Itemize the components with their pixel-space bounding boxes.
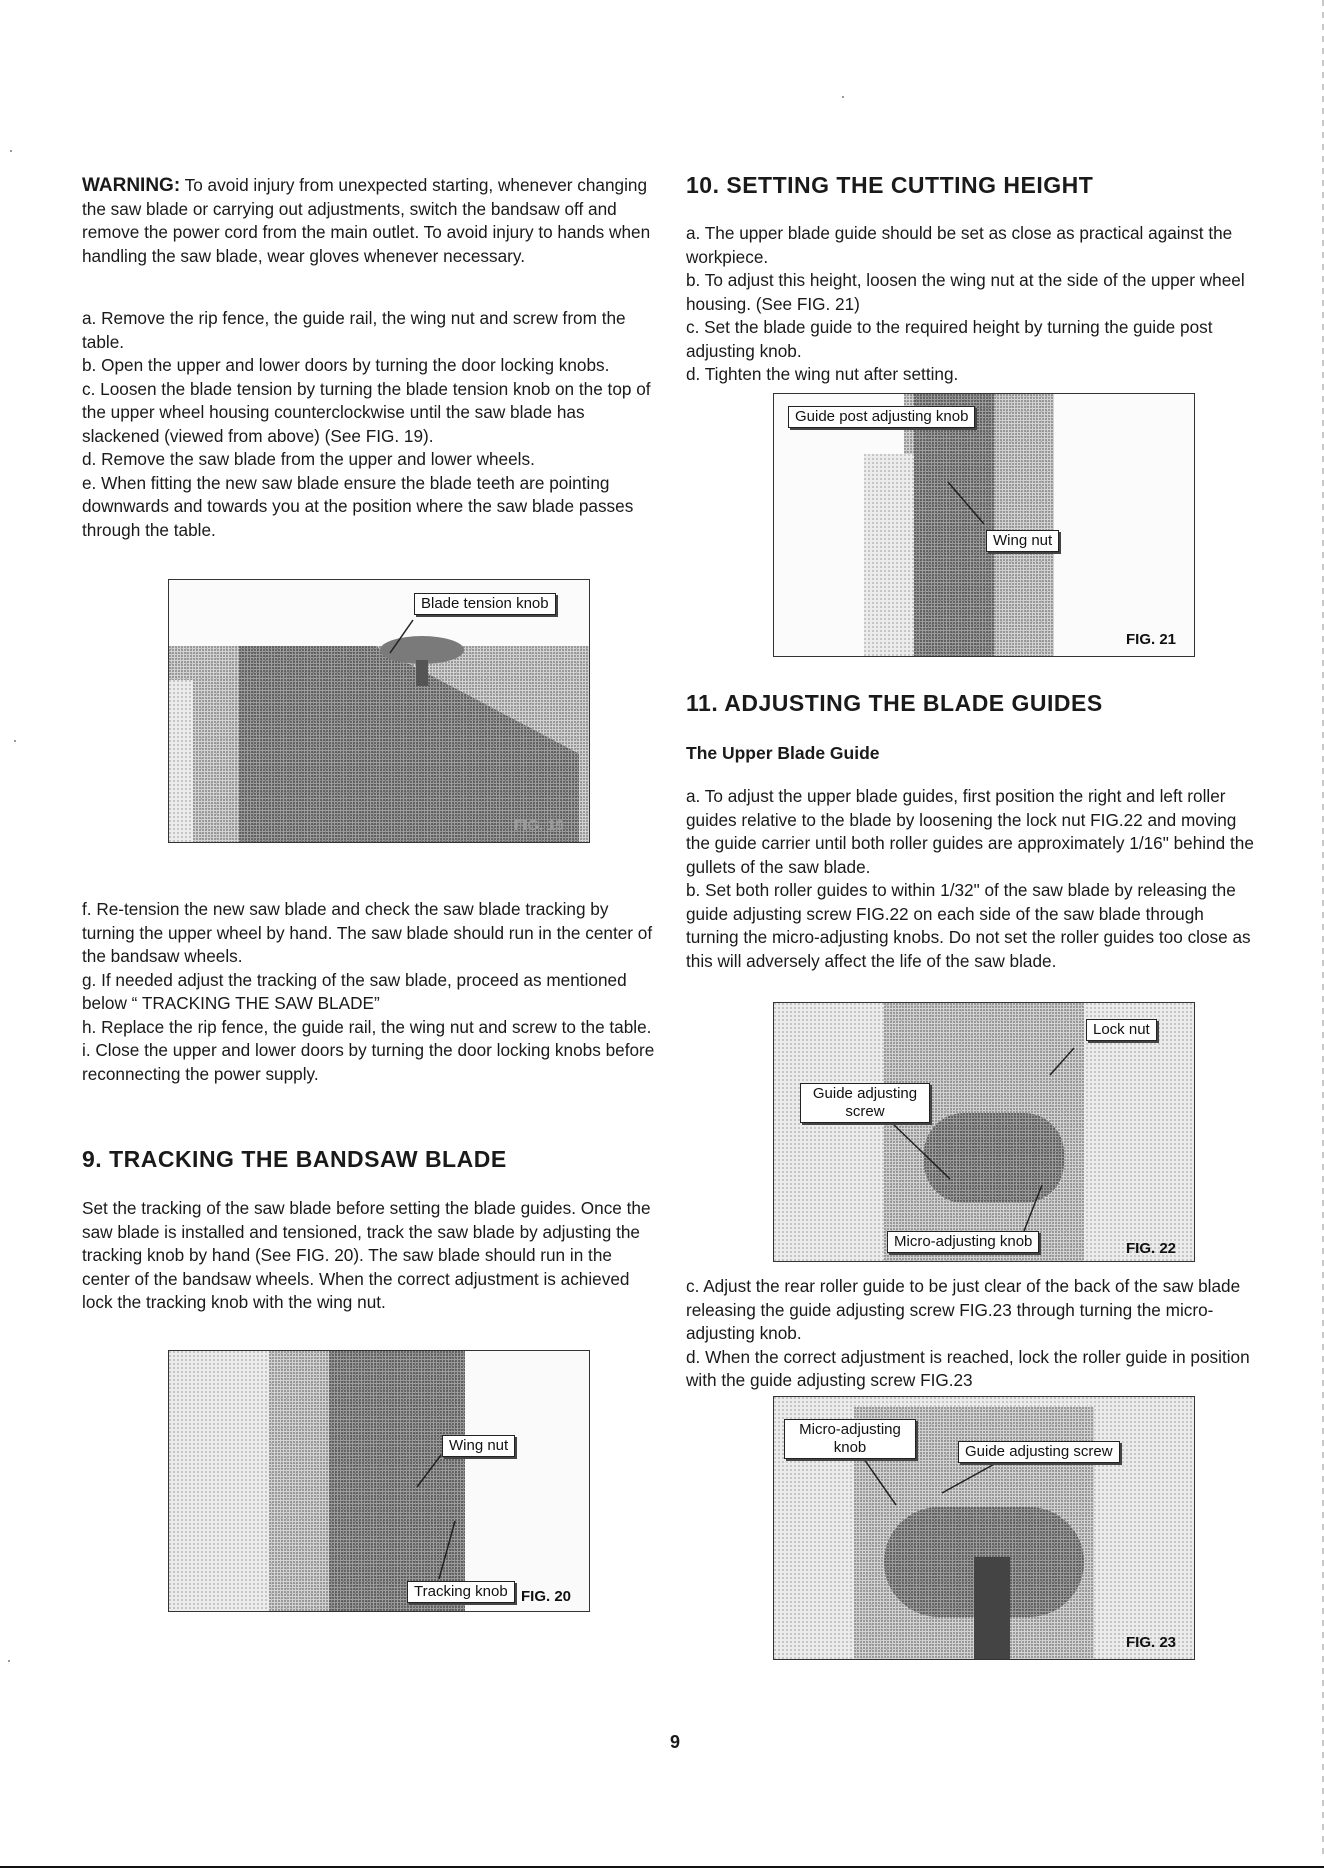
- figure-19: [168, 579, 590, 843]
- steps-a-to-e: [82, 307, 657, 542]
- scan-speck: [8, 1660, 10, 1662]
- section-10-steps: [686, 222, 1261, 387]
- section-10-heading: 10. SETTING THE CUTTING HEIGHT: [686, 172, 1094, 198]
- figure-21: [773, 393, 1195, 657]
- step-d: d. Remove the saw blade from the upper and lower wheels.: [82, 449, 535, 469]
- callout-guide-adjusting-screw: Guide adjusting screw: [800, 1083, 930, 1123]
- fig22-leader-lines: [774, 1003, 1194, 1261]
- scan-speck: [14, 740, 16, 742]
- step-g: g. If needed adjust the tracking of the saw blade, proceed as mentioned below “ TRACKING THE SAW BLADE”: [82, 969, 627, 1013]
- warning-text: To avoid injury from unexpected starting, whenever changing the saw blade or carrying out adjustments, switch the bandsaw off and remove the power cord from the main outlet. To avoid injury to hands when handling the saw blade, wear gloves whenever necessary.: [82, 175, 651, 266]
- s11-step-b: b. Set both roller guides to within 1/32" of the saw blade by releasing the guide adjusting screw FIG.22 on each side of the saw blade through turning the micro-adjusting knobs. Do not set the roller guides too close as this will adversely affect the life of the saw blade.: [686, 880, 1251, 971]
- s10-step-c: c. Set the blade guide to the required height by turning the guide post adjusting knob.: [686, 317, 1213, 361]
- steps-f-to-i: [82, 898, 657, 1086]
- fig20-leader-lines: [169, 1351, 589, 1611]
- callout-wing-nut: Wing nut: [442, 1435, 515, 1457]
- section-9-body: Set the tracking of the saw blade before setting the blade guides. Once the saw blade is installed and tensioned, track the saw blade by adjusting the tracking knob by hand (See FIG. 20). The saw blade should run in the center of the bandsaw wheels. When the correct adjustment is achieved lock the tracking knob with the wing nut.: [82, 1198, 651, 1312]
- section-11-steps-a-b: [686, 785, 1261, 973]
- s10-step-b: b. To adjust this height, loosen the wing nut at the side of the upper wheel housing. (See FIG. 21): [686, 270, 1245, 314]
- page-number: 9: [670, 1732, 681, 1752]
- fig19-label: FIG. 19: [514, 817, 565, 834]
- warning-paragraph: [82, 174, 657, 268]
- step-c: c. Loosen the blade tension by turning the blade tension knob on the top of the upper wheel housing counterclockwise until the saw blade has slackened (viewed from above) (See FIG. 19).: [82, 378, 651, 446]
- fig22-label: FIG. 22: [1126, 1240, 1177, 1257]
- scan-bottom-line: [0, 1866, 1324, 1868]
- fig20-label: FIG. 20: [521, 1588, 572, 1605]
- s11-step-c: c. Adjust the rear roller guide to be just clear of the back of the saw blade releasing the guide adjusting screw FIG.23 through turning the micro-adjusting knob.: [686, 1276, 1241, 1343]
- step-i: i. Close the upper and lower doors by turning the door locking knobs before reconnecting the power supply.: [82, 1040, 655, 1084]
- section-11-steps-c-d: [686, 1275, 1261, 1393]
- fig21-label: FIG. 21: [1126, 631, 1177, 648]
- s10-step-d: d. Tighten the wing nut after setting.: [686, 364, 959, 384]
- callout-blade-tension-knob: Blade tension knob: [414, 593, 556, 615]
- callout-guide-post-adjusting-knob: Guide post adjusting knob: [788, 406, 975, 428]
- section-9-heading: 9. TRACKING THE BANDSAW BLADE: [82, 1146, 507, 1172]
- figure-22: [773, 1002, 1195, 1262]
- callout-lock-nut: Lock nut: [1086, 1019, 1157, 1041]
- fig19-leader-line: [169, 580, 589, 842]
- callout-micro-adjusting-knob: Micro-adjusting knob: [887, 1231, 1039, 1253]
- step-h: h. Replace the rip fence, the guide rail, the wing nut and screw to the table.: [82, 1016, 652, 1037]
- callout-guide-adjusting-screw: Guide adjusting screw: [958, 1441, 1120, 1463]
- step-a: a. Remove the rip fence, the guide rail, the wing nut and screw from the table.: [82, 308, 626, 352]
- section-11-subheading: The Upper Blade Guide: [686, 743, 880, 763]
- step-b: b. Open the upper and lower doors by turning the door locking knobs.: [82, 355, 610, 375]
- s11-step-d: d. When the correct adjustment is reached, lock the roller guide in position with the guide adjusting screw FIG.23: [686, 1346, 1250, 1390]
- fig23-label: FIG. 23: [1126, 1634, 1177, 1651]
- figure-23: [773, 1396, 1195, 1660]
- scan-speck: [10, 150, 12, 152]
- callout-wing-nut: Wing nut: [986, 530, 1059, 552]
- fig21-leader-lines: [774, 394, 1194, 656]
- s10-step-a: a. The upper blade guide should be set as close as practical against the workpiece.: [686, 223, 1233, 267]
- section-11-heading: 11. ADJUSTING THE BLADE GUIDES: [686, 690, 1103, 716]
- step-f: f. Re-tension the new saw blade and check the saw blade tracking by turning the upper wheel by hand. The saw blade should run in the center of the bandsaw wheels.: [82, 899, 653, 966]
- step-e: e. When fitting the new saw blade ensure the blade teeth are pointing downwards and towards you at the position where the saw blade passes through the table.: [82, 472, 634, 540]
- callout-micro-adjusting-knob: Micro-adjusting knob: [784, 1419, 916, 1459]
- s11-step-a: a. To adjust the upper blade guides, first position the right and left roller guides relative to the blade by loosening the lock nut FIG.22 and moving the guide carrier until both roller guides are approximately 1/16" behind the gullets of the saw blade.: [686, 786, 1254, 877]
- scan-speck: [842, 96, 844, 98]
- figure-20: [168, 1350, 590, 1612]
- warning-label: WARNING:: [82, 175, 181, 196]
- callout-tracking-knob: Tracking knob: [407, 1581, 515, 1603]
